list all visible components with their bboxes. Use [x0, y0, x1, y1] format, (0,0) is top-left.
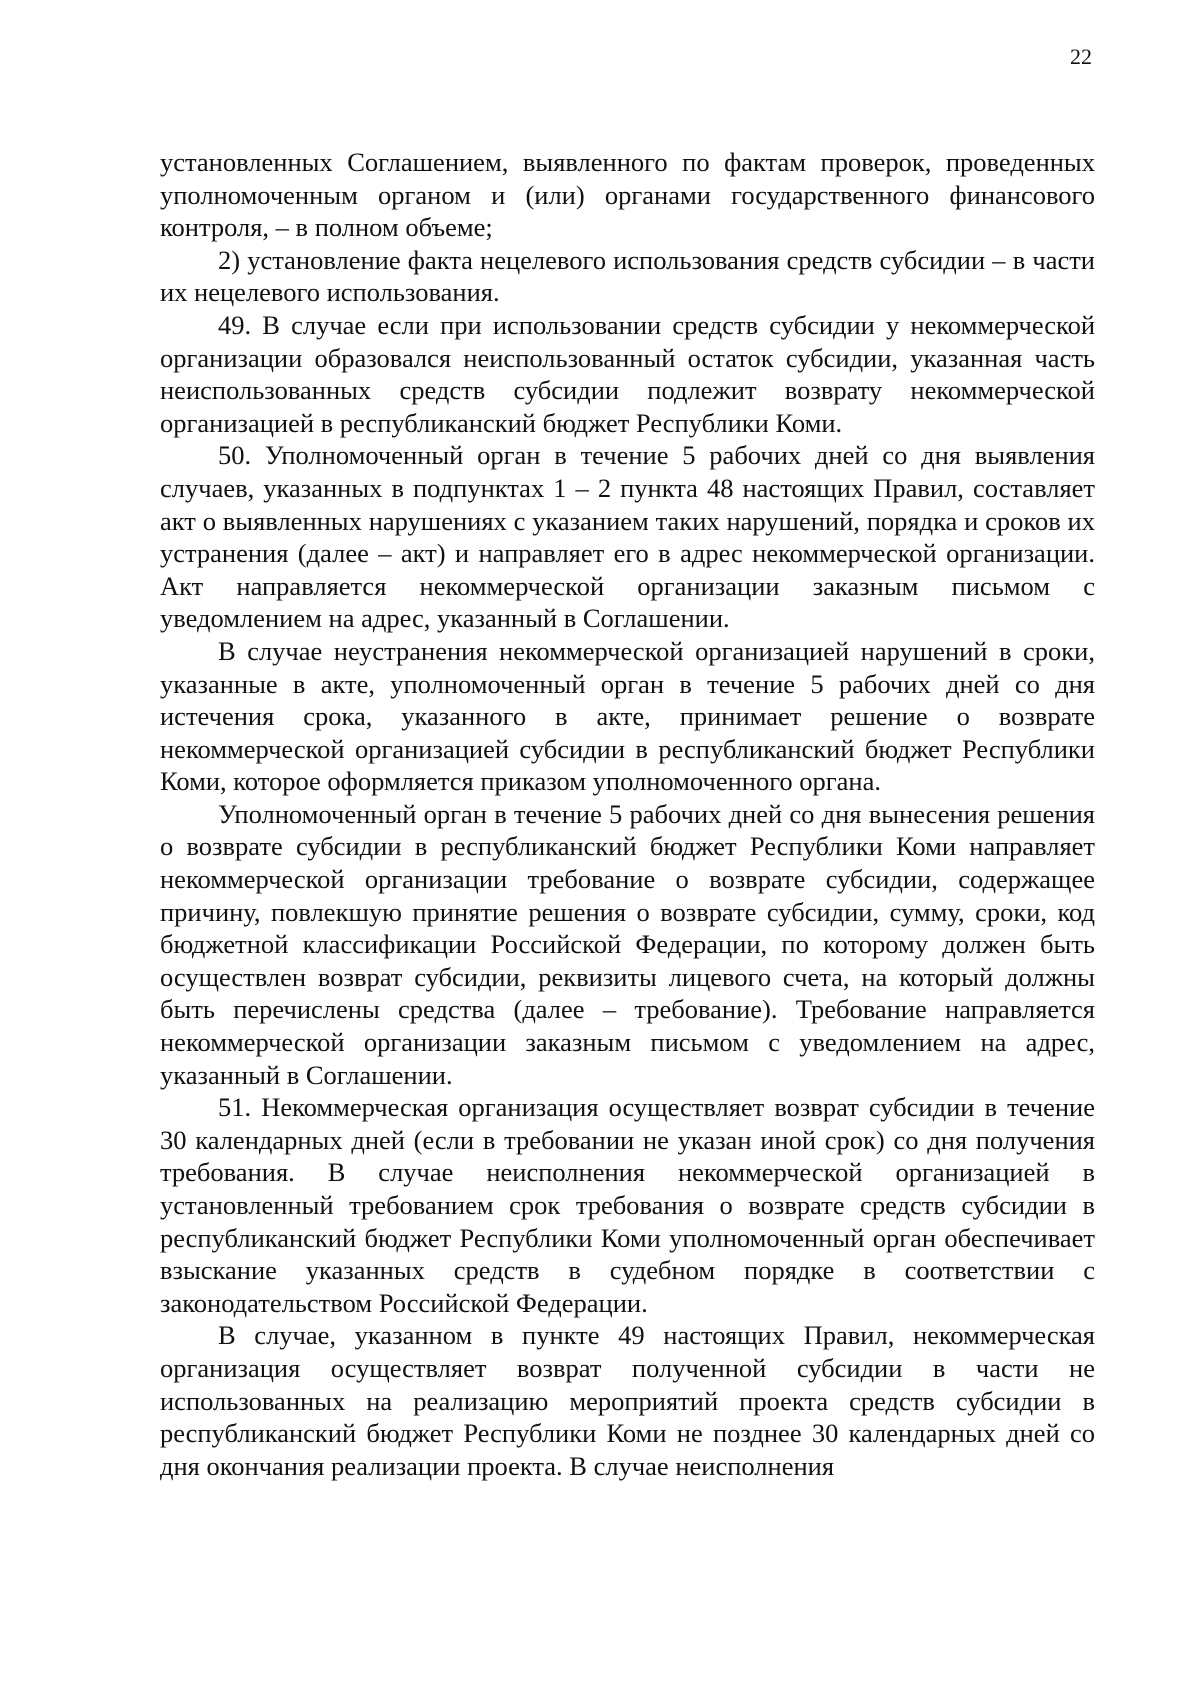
- paragraph-item-2: 2) установление факта нецелевого использования средств субсидии – в части их нецелевого использования.: [160, 244, 1095, 308]
- paragraph-continuation: установленных Соглашением, выявленного по фактам проверок, проведенных уполномоченным органом и (или) органами государственного финансового контроля, – в полном объеме;: [160, 147, 1095, 243]
- paragraph-50-non-elimination: В случае неустранения некоммерческой организацией нарушений в сроки, указанные в акте, уполномоченный орган в течение 5 рабочих дней со дня истечения срока, указанного в акте, принимает решение о возврате некоммерческой организацией субсидии в республиканский бюджет Республики Коми, которое оформляется приказом уполномоченного органа.: [160, 635, 1095, 797]
- paragraph-49: 49. В случае если при использовании средств субсидии у некоммерческой организации образовался неиспользованный остаток субсидии, указанная часть неиспользованных средств субсидии подлежит возврату некоммерческой организацией в республиканский бюджет Республики Коми.: [160, 309, 1095, 438]
- paragraph-50-requirement: Уполномоченный орган в течение 5 рабочих дней со дня вынесения решения о возврате субсидии в республиканский бюджет Республики Коми направляет некоммерческой организации требование о возврате субсидии, содержащее причину, повлекшую принятие решения о возврате субсидии, сумму, сроки, код бюджетной классификации Российской Федерации, по которому должен быть осуществлен возврат субсидии, реквизиты лицевого счета, на который должны быть перечислены средства (далее – требование). Требование направляется некоммерческой организации заказным письмом с уведомлением на адрес, указанный в Соглашении.: [160, 798, 1095, 1090]
- page-number: 22: [1070, 44, 1092, 69]
- paragraph-51: 51. Некоммерческая организация осуществляет возврат субсидии в течение 30 календарных дней (если в требовании не указан иной срок) со дня получения требования. В случае неисполнения некоммерческой организацией в установленный требованием срок требования о возврате средств субсидии в республиканский бюджет Республики Коми уполномоченный орган обеспечивает взыскание указанных средств в судебном порядке в соответствии с законодательством Российской Федерации.: [160, 1092, 1095, 1318]
- document-body: [160, 146, 1095, 1482]
- paragraph-51-case-49: В случае, указанном в пункте 49 настоящих Правил, некоммерческая организация осуществляет возврат полученной субсидии в части не использованных на реализацию мероприятий проекта средств субсидии в республиканский бюджет Республики Коми не позднее 30 календарных дней со дня окончания реализации проекта. В случае неисполнения: [160, 1320, 1095, 1481]
- paragraph-50: 50. Уполномоченный орган в течение 5 рабочих дней со дня выявления случаев, указанных в подпунктах 1 – 2 пункта 48 настоящих Правил, составляет акт о выявленных нарушениях с указанием таких нарушений, порядка и сроков их устранения (далее – акт) и направляет его в адрес некоммерческой организации. Акт направляется некоммерческой организации заказным письмом с уведомлением на адрес, указанный в Соглашении.: [160, 440, 1095, 634]
